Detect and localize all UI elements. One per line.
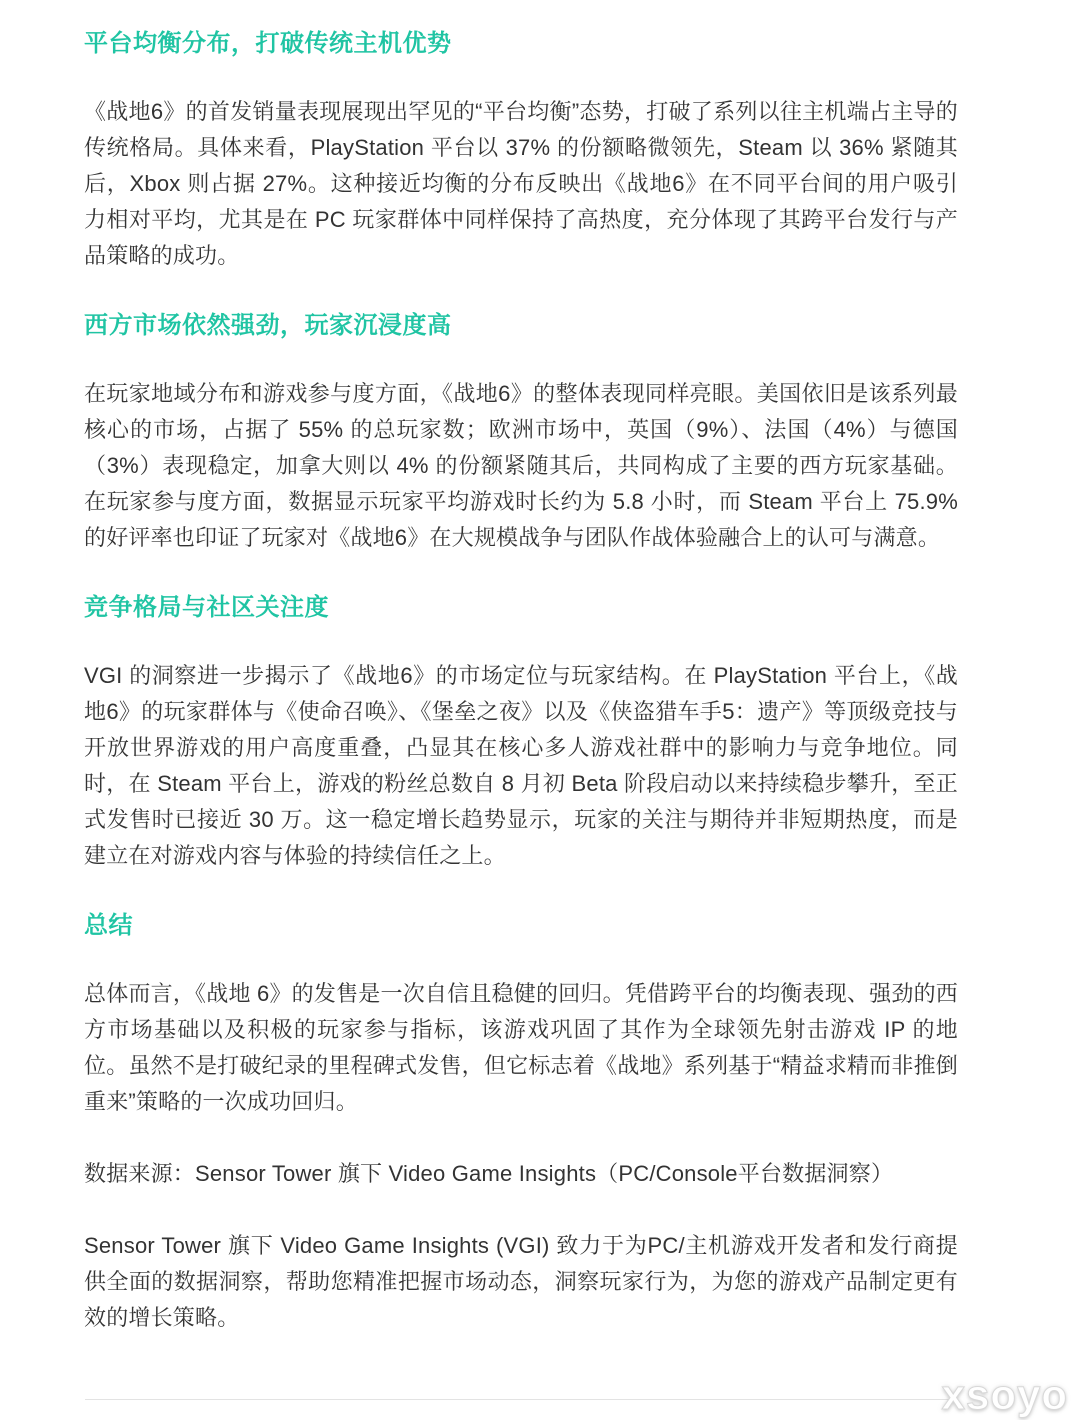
section-heading-platform-balance: 平台均衡分布，打破传统主机优势	[84, 30, 452, 57]
data-source-line: 数据来源：Sensor Tower 旗下 Video Game Insights（PC/Console平台数据洞察）	[84, 1161, 894, 1186]
section-summary	[84, 910, 958, 1120]
section-platform-balance	[84, 28, 958, 274]
section-heading-competition-community: 竞争格局与社区关注度	[84, 594, 329, 621]
paragraph-platform-balance: 《战地6》的首发销量表现展现出罕见的“平台均衡”态势，打破了系列以往主机端占主导的传统格局。具体来看，PlayStation 平台以 37% 的份额略微领先，Steam 以 36% 紧随其后，Xbox 则占据 27%。这种接近均衡的分布反映出《战地6》在不同平台间的用户吸引力相对平均，尤其是在 PC 玩家群体中同样保持了高热度，充分体现了其跨平台发行与产品策略的成功。	[84, 99, 958, 268]
paragraph-summary: 总体而言，《战地 6》的发售是一次自信且稳健的回归。凭借跨平台的均衡表现、强劲的西方市场基础以及积极的玩家参与指标，该游戏巩固了其作为全球领先射击游戏 IP 的地位。虽然不是打破纪录的里程碑式发售，但它标志着《战地》系列基于“精益求精而非推倒重来”策略的一次成功回归。	[84, 981, 958, 1114]
section-western-market	[84, 310, 958, 556]
watermark-logo: xsoyo	[941, 1371, 1068, 1418]
footer-divider-line	[85, 1399, 955, 1400]
paragraph-western-market: 在玩家地域分布和游戏参与度方面，《战地6》的整体表现同样亮眼。美国依旧是该系列最核心的市场，占据了 55% 的总玩家数；欧洲市场中，英国（9%）、法国（4%）与德国（3%）表现稳定，加拿大则以 4% 的份额紧随其后，共同构成了主要的西方玩家基础。在玩家参与度方面，数据显示玩家平均游戏时长约为 5.8 小时，而 Steam 平台上 75.9% 的好评率也印证了玩家对《战地6》在大规模战争与团队作战体验融合上的认可与满意。	[84, 381, 958, 550]
section-competition-community	[84, 592, 958, 874]
paragraph-competition-community: VGI 的洞察进一步揭示了《战地6》的市场定位与玩家结构。在 PlayStation 平台上，《战地6》的玩家群体与《使命召唤》、《堡垒之夜》以及《侠盗猎车手5：遗产》等顶级竞技与开放世界游戏的用户高度重叠，凸显其在核心多人游戏社群中的影响力与竞争地位。同时，在 Steam 平台上，游戏的粉丝总数自 8 月初 Beta 阶段启动以来持续稳步攀升，至正式发售时已接近 30 万。这一稳定增长趋势显示，玩家的关注与期待并非短期热度，而是建立在对游戏内容与体验的持续信任之上。	[84, 663, 958, 868]
section-heading-summary: 总结	[84, 912, 133, 939]
about-vgi-paragraph: Sensor Tower 旗下 Video Game Insights (VGI) 致力于为PC/主机游戏开发者和发行商提供全面的数据洞察，帮助您精准把握市场动态，洞察玩家行为，为您的游戏产品制定更有效的增长策略。	[84, 1233, 958, 1330]
section-heading-western-market: 西方市场依然强劲，玩家沉浸度高	[84, 312, 452, 339]
